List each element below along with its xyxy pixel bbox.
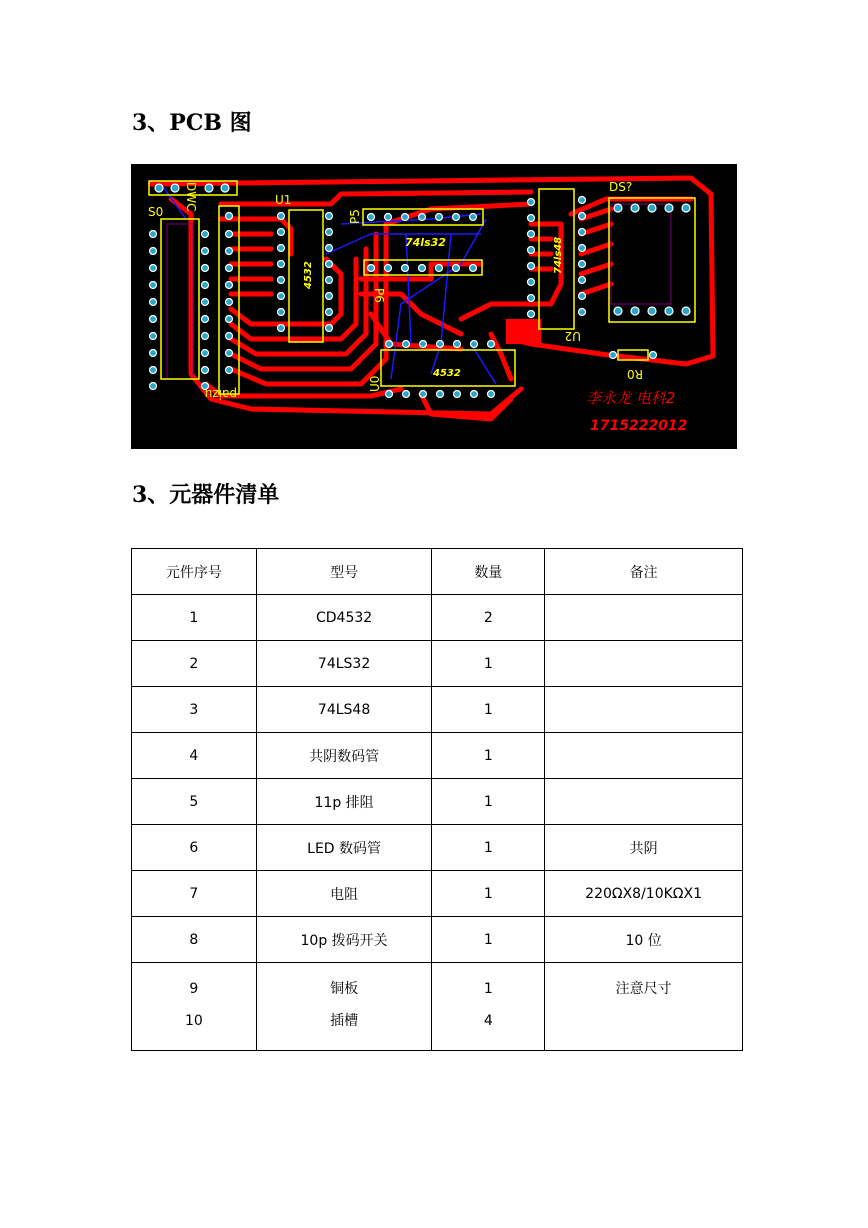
- header-cell: 备注: [545, 549, 743, 595]
- cell-note: [545, 733, 743, 779]
- cell-note: 注意尺寸: [545, 963, 743, 1051]
- header-cell: 元件序号: [132, 549, 257, 595]
- bom-section-heading: 3、元器件清单: [132, 482, 280, 508]
- pcb-label-74ls48: 74ls48: [553, 236, 564, 274]
- cell-note: 220ΩX8/10KΩX1: [545, 871, 743, 917]
- cell-model: 共阴数码管: [256, 733, 432, 779]
- cell-model: 电阻: [256, 871, 432, 917]
- cell-no: 7: [132, 871, 257, 917]
- cell-note: [545, 779, 743, 825]
- table-row: [132, 687, 743, 733]
- cell-note: [545, 595, 743, 641]
- cell-qty: 1: [432, 871, 545, 917]
- cell-no: 8: [132, 917, 257, 963]
- cell-model: [256, 963, 432, 1051]
- cell-qty: 2: [432, 595, 545, 641]
- pcb-label-p6: P6: [372, 288, 386, 303]
- pcb-label-u1: U1: [275, 193, 292, 207]
- pcb-label-u0: U0: [368, 375, 382, 392]
- cell-no-a: 9: [189, 981, 199, 997]
- table-row: [132, 917, 743, 963]
- cell-qty-b: 4: [483, 1013, 493, 1029]
- cell-qty-a: 1: [483, 981, 493, 997]
- cell-no: [132, 963, 257, 1051]
- table-row: [132, 825, 743, 871]
- pcb-label-p5: P5: [348, 209, 362, 224]
- cell-model: LED 数码管: [256, 825, 432, 871]
- table-row: [132, 641, 743, 687]
- cell-qty: 1: [432, 687, 545, 733]
- pcb-label-u1-chip: 4532: [303, 261, 314, 289]
- cell-note: 10 位: [545, 917, 743, 963]
- table-row: [132, 963, 743, 1051]
- cell-note: [545, 687, 743, 733]
- cell-model-a: 铜板: [330, 981, 359, 997]
- cell-model: 74LS32: [256, 641, 432, 687]
- cell-qty: 1: [432, 641, 545, 687]
- table-row: [132, 595, 743, 641]
- cell-note: 共阴: [545, 825, 743, 871]
- cell-no: 2: [132, 641, 257, 687]
- pcb-label-dwc: DWC: [184, 182, 198, 212]
- cell-no: 1: [132, 595, 257, 641]
- pcb-label-u0-chip: 4532: [433, 368, 461, 379]
- pcb-label-74ls32: 74ls32: [405, 236, 446, 249]
- cell-qty: [432, 963, 545, 1051]
- pcb-section-heading: 3、PCB 图: [132, 110, 252, 136]
- table-header-row: [132, 549, 743, 595]
- pcb-student-id-label: 1715222012: [590, 418, 688, 434]
- cell-model: 11p 排阻: [256, 779, 432, 825]
- cell-qty: 1: [432, 779, 545, 825]
- cell-model: 10p 拨码开关: [256, 917, 432, 963]
- cell-model: CD4532: [256, 595, 432, 641]
- pcb-author-label: 李永龙 电科2: [586, 389, 676, 407]
- table-row: [132, 871, 743, 917]
- table-row: [132, 733, 743, 779]
- pcb-label-s0: S0: [148, 205, 164, 219]
- header-cell: 数量: [432, 549, 545, 595]
- cell-no: 6: [132, 825, 257, 871]
- component-list-table: [131, 548, 743, 1051]
- pcb-layout-image: [131, 164, 737, 449]
- cell-note: [545, 641, 743, 687]
- cell-qty: 1: [432, 825, 545, 871]
- pcb-label-paizu: paizu: [204, 387, 237, 401]
- cell-no: 4: [132, 733, 257, 779]
- cell-model: 74LS48: [256, 687, 432, 733]
- cell-model-b: 插槽: [330, 1013, 359, 1029]
- cell-qty: 1: [432, 733, 545, 779]
- header-cell: 型号: [256, 549, 432, 595]
- pcb-label-u2: U2: [564, 329, 581, 343]
- cell-no-b: 10: [184, 1013, 203, 1029]
- cell-no: 5: [132, 779, 257, 825]
- cell-no: 3: [132, 687, 257, 733]
- pcb-label-ds: DS?: [609, 180, 633, 194]
- cell-qty: 1: [432, 917, 545, 963]
- table-row: [132, 779, 743, 825]
- pcb-label-r0: R0: [627, 367, 643, 381]
